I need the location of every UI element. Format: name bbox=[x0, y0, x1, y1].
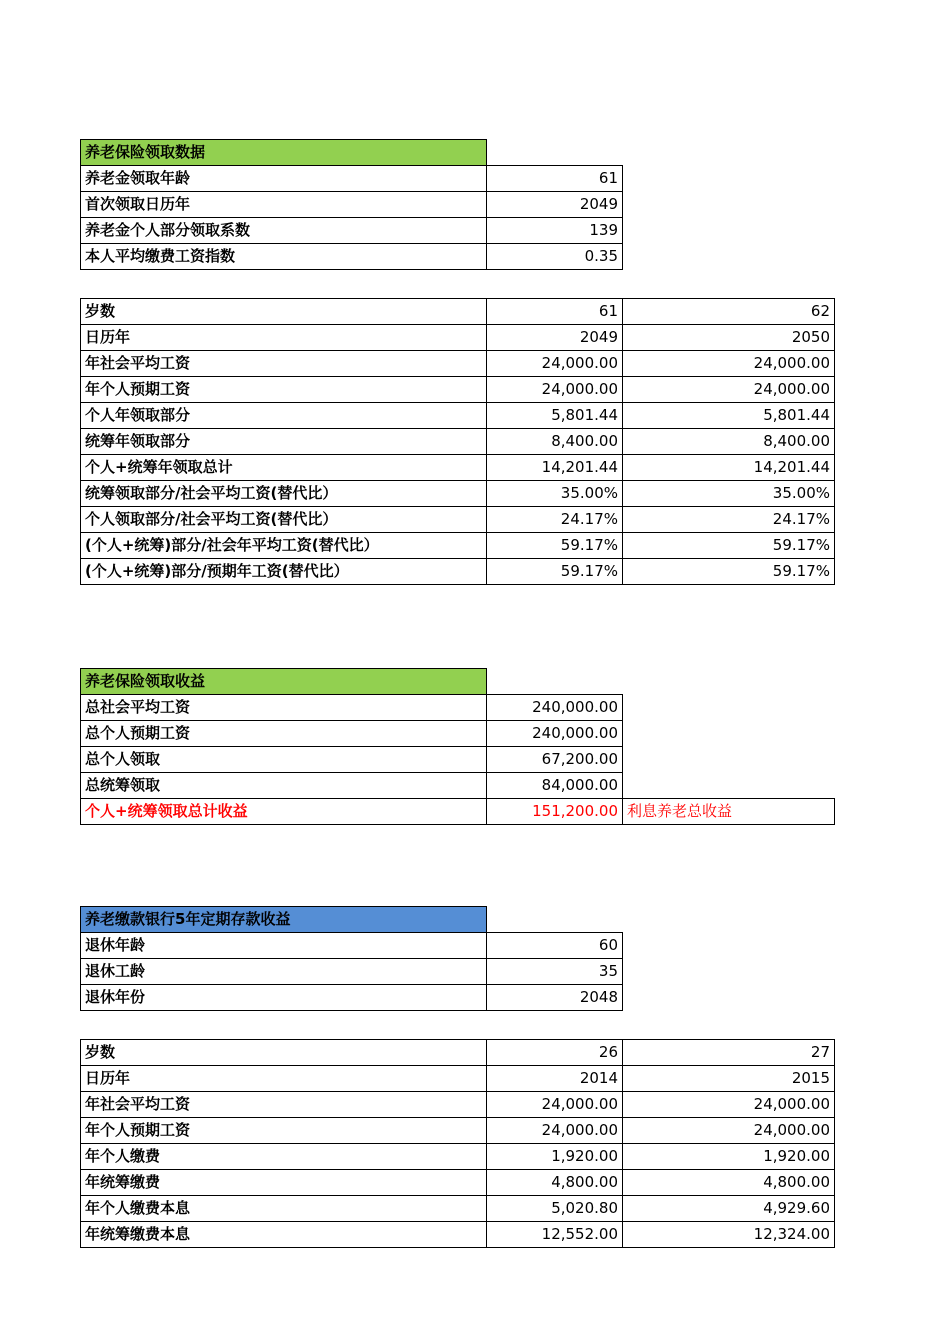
total-note[interactable]: 利息养老总收益 bbox=[623, 799, 835, 825]
cell-value[interactable]: 24,000.00 bbox=[487, 377, 623, 403]
row-label: 年社会平均工资 bbox=[81, 351, 487, 377]
cell-value[interactable]: 5,020.80 bbox=[487, 1196, 623, 1222]
table-row bbox=[81, 192, 623, 218]
table-row bbox=[81, 773, 835, 799]
table-row bbox=[81, 429, 835, 455]
section-title: 养老保险领取收益 bbox=[81, 669, 487, 695]
cell-value[interactable]: 240,000.00 bbox=[487, 695, 623, 721]
row-label: 总社会平均工资 bbox=[81, 695, 487, 721]
cell-value[interactable]: 67,200.00 bbox=[487, 747, 623, 773]
cell-value[interactable]: 24.17% bbox=[623, 507, 835, 533]
row-label: 年统筹缴费本息 bbox=[81, 1222, 487, 1248]
cell-value[interactable]: 24,000.00 bbox=[623, 377, 835, 403]
section-header-row bbox=[81, 140, 623, 166]
cell-value[interactable]: 2049 bbox=[487, 325, 623, 351]
cell-value[interactable]: 35 bbox=[487, 959, 623, 985]
cell-value[interactable]: 4,800.00 bbox=[623, 1170, 835, 1196]
cell-value[interactable]: 139 bbox=[487, 218, 623, 244]
total-row bbox=[81, 799, 835, 825]
table-row bbox=[81, 166, 623, 192]
table-row bbox=[81, 299, 835, 325]
table-row bbox=[81, 481, 835, 507]
row-label: 统筹领取部分/社会平均工资(替代比） bbox=[81, 481, 487, 507]
cell-value[interactable]: 59.17% bbox=[487, 559, 623, 585]
cell-value[interactable]: 8,400.00 bbox=[487, 429, 623, 455]
cell-value[interactable]: 1,920.00 bbox=[623, 1144, 835, 1170]
table-row bbox=[81, 507, 835, 533]
receipt-yearly-table bbox=[80, 298, 835, 585]
cell-value[interactable]: 2050 bbox=[623, 325, 835, 351]
row-label: 退休年份 bbox=[81, 985, 487, 1011]
table-row bbox=[81, 1066, 835, 1092]
table-row bbox=[81, 1222, 835, 1248]
section-title: 养老缴款银行5年定期存款收益 bbox=[81, 907, 487, 933]
row-label: 退休工龄 bbox=[81, 959, 487, 985]
cell-value[interactable]: 59.17% bbox=[623, 559, 835, 585]
cell-value[interactable]: 24,000.00 bbox=[487, 351, 623, 377]
cell-value[interactable]: 2048 bbox=[487, 985, 623, 1011]
row-label: 总统筹领取 bbox=[81, 773, 487, 799]
cell-value[interactable]: 12,324.00 bbox=[623, 1222, 835, 1248]
cell-value[interactable]: 24,000.00 bbox=[487, 1118, 623, 1144]
pension-income-table bbox=[80, 668, 835, 825]
cell-value[interactable]: 59.17% bbox=[487, 533, 623, 559]
table-row bbox=[81, 218, 623, 244]
table-row bbox=[81, 747, 835, 773]
cell-value[interactable]: 26 bbox=[487, 1040, 623, 1066]
cell-value[interactable]: 2049 bbox=[487, 192, 623, 218]
cell-value[interactable]: 12,552.00 bbox=[487, 1222, 623, 1248]
cell-value[interactable]: 4,929.60 bbox=[623, 1196, 835, 1222]
section-header-row bbox=[81, 907, 623, 933]
table-row bbox=[81, 1144, 835, 1170]
section-header-row bbox=[81, 669, 835, 695]
row-label: 岁数 bbox=[81, 1040, 487, 1066]
cell-value[interactable]: 24,000.00 bbox=[623, 351, 835, 377]
table-row bbox=[81, 695, 835, 721]
cell-value[interactable]: 2015 bbox=[623, 1066, 835, 1092]
table-row bbox=[81, 403, 835, 429]
row-label: 养老金领取年龄 bbox=[81, 166, 487, 192]
row-label: 年个人缴费本息 bbox=[81, 1196, 487, 1222]
row-label: 本人平均缴费工资指数 bbox=[81, 244, 487, 270]
cell-value[interactable]: 5,801.44 bbox=[487, 403, 623, 429]
cell-value[interactable]: 4,800.00 bbox=[487, 1170, 623, 1196]
table-row bbox=[81, 533, 835, 559]
table-row bbox=[81, 559, 835, 585]
row-label: (个人+统筹)部分/社会年平均工资(替代比） bbox=[81, 533, 487, 559]
row-label: 总个人领取 bbox=[81, 747, 487, 773]
cell-value[interactable]: 24,000.00 bbox=[623, 1118, 835, 1144]
cell-value[interactable]: 8,400.00 bbox=[623, 429, 835, 455]
cell-value[interactable]: 5,801.44 bbox=[623, 403, 835, 429]
cell-value[interactable]: 61 bbox=[487, 166, 623, 192]
table-row bbox=[81, 959, 623, 985]
table-row bbox=[81, 244, 623, 270]
row-label: (个人+统筹)部分/预期年工资(替代比） bbox=[81, 559, 487, 585]
total-value[interactable]: 151,200.00 bbox=[487, 799, 623, 825]
cell-value[interactable]: 14,201.44 bbox=[623, 455, 835, 481]
row-label: 个人+统筹年领取总计 bbox=[81, 455, 487, 481]
cell-value[interactable]: 27 bbox=[623, 1040, 835, 1066]
row-label: 年统筹缴费 bbox=[81, 1170, 487, 1196]
table-row bbox=[81, 1170, 835, 1196]
cell-value[interactable]: 59.17% bbox=[623, 533, 835, 559]
row-label: 个人年领取部分 bbox=[81, 403, 487, 429]
row-label: 日历年 bbox=[81, 325, 487, 351]
total-label: 个人+统筹领取总计收益 bbox=[81, 799, 487, 825]
table-row bbox=[81, 377, 835, 403]
cell-value[interactable]: 240,000.00 bbox=[487, 721, 623, 747]
table-row bbox=[81, 985, 623, 1011]
cell-value[interactable]: 24.17% bbox=[487, 507, 623, 533]
section-title: 养老保险领取数据 bbox=[81, 140, 487, 166]
cell-value[interactable]: 24,000.00 bbox=[487, 1092, 623, 1118]
table-row bbox=[81, 455, 835, 481]
row-label: 统筹年领取部分 bbox=[81, 429, 487, 455]
row-label: 年个人预期工资 bbox=[81, 1118, 487, 1144]
table-row bbox=[81, 1196, 835, 1222]
table-row bbox=[81, 933, 623, 959]
cell-value[interactable]: 61 bbox=[487, 299, 623, 325]
table-row bbox=[81, 351, 835, 377]
row-label: 养老金个人部分领取系数 bbox=[81, 218, 487, 244]
cell-value[interactable]: 14,201.44 bbox=[487, 455, 623, 481]
table-row bbox=[81, 721, 835, 747]
row-label: 年社会平均工资 bbox=[81, 1092, 487, 1118]
table-row bbox=[81, 1092, 835, 1118]
cell-value[interactable]: 0.35 bbox=[487, 244, 623, 270]
cell-value[interactable]: 2014 bbox=[487, 1066, 623, 1092]
cell-value[interactable]: 62 bbox=[623, 299, 835, 325]
row-label: 日历年 bbox=[81, 1066, 487, 1092]
row-label: 个人领取部分/社会平均工资(替代比） bbox=[81, 507, 487, 533]
pension-data-table bbox=[80, 139, 623, 270]
contribution-yearly-table bbox=[80, 1039, 835, 1248]
row-label: 年个人预期工资 bbox=[81, 377, 487, 403]
table-row bbox=[81, 325, 835, 351]
bank-deposit-table bbox=[80, 906, 623, 1011]
row-label: 年个人缴费 bbox=[81, 1144, 487, 1170]
cell-value[interactable]: 60 bbox=[487, 933, 623, 959]
table-row bbox=[81, 1040, 835, 1066]
cell-value[interactable]: 84,000.00 bbox=[487, 773, 623, 799]
cell-value[interactable]: 35.00% bbox=[623, 481, 835, 507]
row-label: 总个人预期工资 bbox=[81, 721, 487, 747]
cell-value[interactable]: 1,920.00 bbox=[487, 1144, 623, 1170]
row-label: 岁数 bbox=[81, 299, 487, 325]
table-row bbox=[81, 1118, 835, 1144]
row-label: 退休年龄 bbox=[81, 933, 487, 959]
row-label: 首次领取日历年 bbox=[81, 192, 487, 218]
cell-value[interactable]: 24,000.00 bbox=[623, 1092, 835, 1118]
cell-value[interactable]: 35.00% bbox=[487, 481, 623, 507]
